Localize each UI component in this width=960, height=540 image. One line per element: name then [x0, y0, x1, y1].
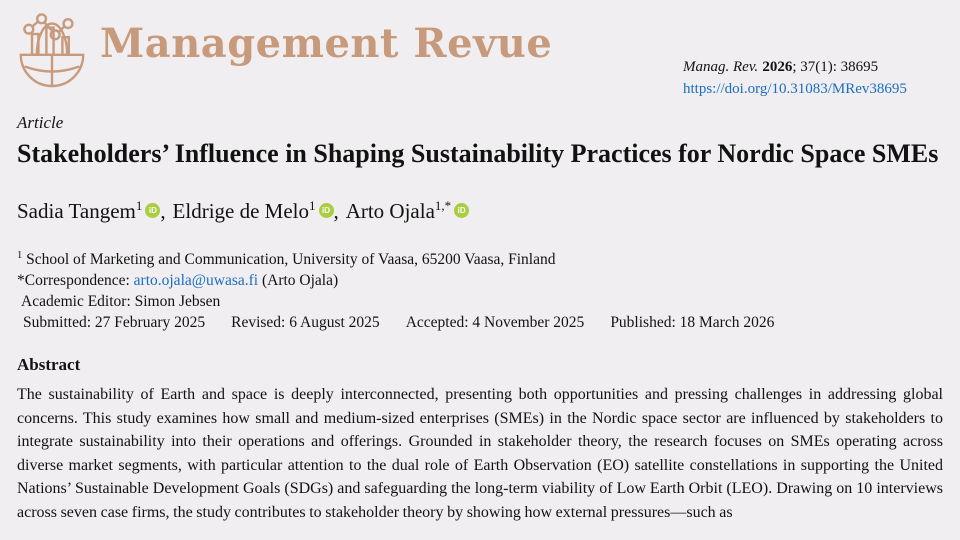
author-2	[173, 199, 334, 223]
abstract-heading: Abstract	[17, 355, 81, 375]
article-type-label: Article	[17, 113, 64, 132]
submitted-date	[23, 314, 205, 331]
citation-issue: ; 37(1): 38695	[792, 59, 879, 75]
submitted-label: Submitted:	[23, 314, 92, 332]
correspondence-line	[17, 270, 943, 291]
correspondence-suffix: (Arto Ojala)	[261, 272, 339, 290]
author-list	[17, 192, 943, 225]
article-meta	[17, 245, 943, 333]
author-1-affil-sup: 1	[135, 198, 143, 213]
published-value: 18 March 2026	[679, 314, 775, 332]
journal-abbrev: Manag. Rev.	[683, 59, 759, 75]
affiliation-text: School of Marketing and Communication, University of Vaasa, 65200 Vaasa, Finland	[26, 251, 556, 269]
accepted-date	[406, 314, 585, 331]
submitted-value: 27 February 2025	[94, 314, 206, 332]
correspondence-email-link[interactable]: arto.ojala@uwasa.fi	[133, 272, 259, 290]
journal-wordmark: Management Revue	[100, 20, 553, 67]
author-3	[346, 199, 469, 223]
abstract-text: The sustainability of Earth and space is deeply interconnected, presenting both opportunities and pressing challenges in addressing global concerns. This study examines how small and medium-sized enterprises (SMEs) in the Nordic space sector are influenced by stakeholders to integrate sustainability into their operations and offerings. Grounded in stakeholder theory, the research focuses on SMEs operating across diverse market segments, with particular attention to the dual role of Earth Observation (EO) satellite constellations in supporting the United Nations’ Sustainable Development Goals (SDGs) and safeguarding the long-term viability of Low Earth Orbit (LEO). Drawing on 10 interviews across seven case firms, the study contributes to stakeholder theory by showing how external pressures—such as	[17, 386, 943, 521]
published-date	[610, 314, 774, 331]
accepted-label: Accepted:	[405, 314, 469, 332]
revised-date	[231, 314, 380, 331]
article-content	[17, 112, 943, 524]
orcid-icon[interactable]: iD	[319, 203, 334, 218]
citation-block	[683, 56, 907, 100]
author-3-name: Arto Ojala	[345, 199, 435, 223]
author-2-affil-sup: 1	[309, 198, 316, 213]
accepted-value: 4 November 2025	[472, 314, 585, 332]
academic-editor-name: Simon Jebsen	[134, 293, 221, 311]
author-2-name: Eldrige de Melo	[172, 199, 310, 223]
author-separator: ,	[333, 199, 339, 223]
orcid-icon[interactable]: iD	[454, 203, 469, 218]
affiliation-line	[17, 245, 943, 270]
correspondence-label: *Correspondence:	[17, 272, 130, 290]
journal-logo-globe-chart-icon	[12, 8, 92, 92]
citation-year: 2026	[762, 59, 793, 75]
author-separator: ,	[160, 199, 166, 223]
revised-value: 6 August 2025	[289, 314, 380, 332]
affiliation-sup: 1	[17, 250, 23, 261]
academic-editor-line	[17, 291, 943, 312]
orcid-icon[interactable]: iD	[145, 203, 160, 218]
revised-label: Revised:	[231, 314, 286, 332]
author-1	[17, 199, 160, 223]
author-1-name: Sadia Tangem	[17, 199, 136, 223]
academic-editor-label: Academic Editor:	[21, 293, 131, 311]
doi-link[interactable]: https://doi.org/10.31083/MRev38695	[683, 81, 907, 97]
dates-line	[17, 312, 943, 333]
published-label: Published:	[610, 314, 676, 332]
article-title: Stakeholders’ Influence in Shaping Sustainability Practices for Nordic Space SMEs	[17, 139, 939, 168]
citation-line	[683, 56, 907, 78]
author-3-affil-sup: 1,*	[434, 198, 452, 213]
